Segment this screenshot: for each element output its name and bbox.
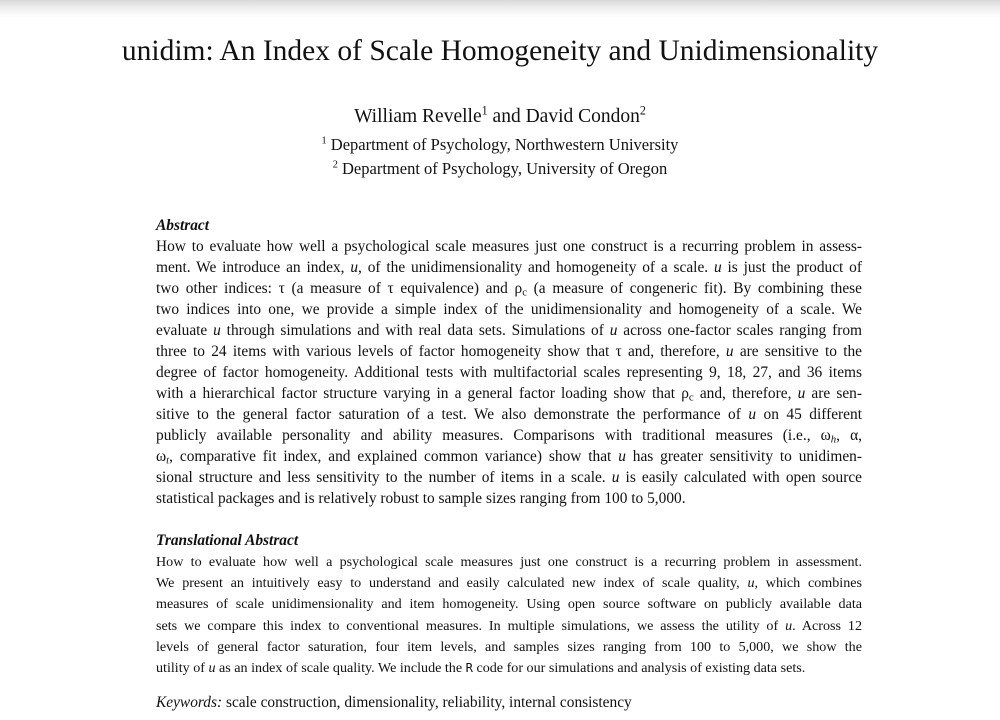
paper-title: unidim: An Index of Scale Homogeneity and Unidimensionality [121, 35, 879, 67]
paragraph-line: How to evaluate how well a psychological scale measures just one construct is a recurring problem in assessment. [156, 554, 862, 570]
affiliation-marker: 2 [639, 103, 646, 118]
author-line [0, 104, 1000, 130]
abstract-heading: Abstract [156, 217, 210, 234]
paragraph-line: measures of scale unidimensionality and item homogeneity. Using open source software on publicly available data [156, 596, 862, 613]
keywords-text: scale construction, dimensionality, reliability, internal consistency [222, 694, 632, 711]
affiliation-text: Department of Psychology, Northwestern University [326, 135, 679, 154]
author-name: David Condon [525, 106, 640, 127]
paragraph-line: $\omega_t$, comparative fit index, and explained common variance) show that u has greater sensitivity to unidimen- [156, 448, 862, 467]
paragraph-line: three to 24 items with various levels of factor homogeneity show that τ and, therefore, u are sensitive to the [156, 343, 862, 360]
affiliation-1 [0, 133, 1000, 157]
translational-abstract-heading: Translational Abstract [156, 532, 299, 549]
affiliation-marker: 1 [481, 103, 488, 118]
paragraph-line: two indices into one, we provide a simple index of the unidimensionality and homogeneity of a scale. We [156, 301, 862, 318]
paragraph-line: levels of general factor saturation, four item levels, and samples sizes ranging from 100 to 5,000, we show the [156, 638, 862, 655]
paragraph-line: degree of factor homogeneity. Additional tests with multifactorial scales representing 9, 18, 27, and 36 items [156, 364, 862, 381]
paragraph-line: statistical packages and is relatively robust to sample sizes ranging from 100 to 5,000. [156, 490, 686, 507]
paragraph-line: sitive to the general factor saturation of a test. We also demonstrate the performance of u on 45 different [156, 406, 862, 423]
translational-abstract-body [156, 552, 862, 679]
paragraph-line: sets we compare this index to conventional measures. In multiple simulations, we assess the utility of u. Across 12 [156, 617, 862, 634]
abstract-body [156, 236, 862, 509]
affiliation-marker: 1 [321, 135, 327, 147]
affiliation-text: Department of Psychology, University of Oregon [337, 159, 668, 178]
paragraph-line: utility of u as an index of scale quality. We include the R code for our simulations and analysis of existing data sets. [156, 659, 806, 676]
affiliation-2 [0, 157, 1000, 181]
window-top-shadow [0, 0, 1000, 18]
affiliation-marker: 2 [332, 159, 338, 171]
paragraph-line: We present an intuitively easy to understand and easily calculated new index of scale quality, u, which combines [156, 575, 863, 592]
keywords-label: Keywords: [156, 694, 223, 711]
paragraph-line: How to evaluate how well a psychological scale measures just one construct is a recurring problem in assess- [156, 238, 862, 255]
paragraph-line: two other indices: τ (a measure of τ equivalence) and $\rho_c$ (a measure of congeneric fit). By combining these [156, 280, 863, 299]
paragraph-line: publicly available personality and ability measures. Comparisons with traditional measures (i.e., $\omega_h$, α, [156, 427, 862, 446]
keywords-line [156, 692, 632, 714]
paragraph-line: evaluate u through simulations and with real data sets. Simulations of u across one-factor scales ranging from [156, 322, 862, 339]
paragraph-line: ment. We introduce an index, u, of the unidimensionality and homogeneity of a scale. u is just the product of [156, 259, 862, 276]
paragraph-line: sional structure and less sensitivity to the number of items in a scale. u is easily calculated with open source [156, 469, 862, 486]
paragraph-line: with a hierarchical factor structure varying in a general factor loading show that $\rho_c$ and, therefore, u are sen- [156, 385, 863, 404]
author-conjunction: and [487, 106, 526, 127]
author-name: William Revelle [354, 106, 482, 127]
